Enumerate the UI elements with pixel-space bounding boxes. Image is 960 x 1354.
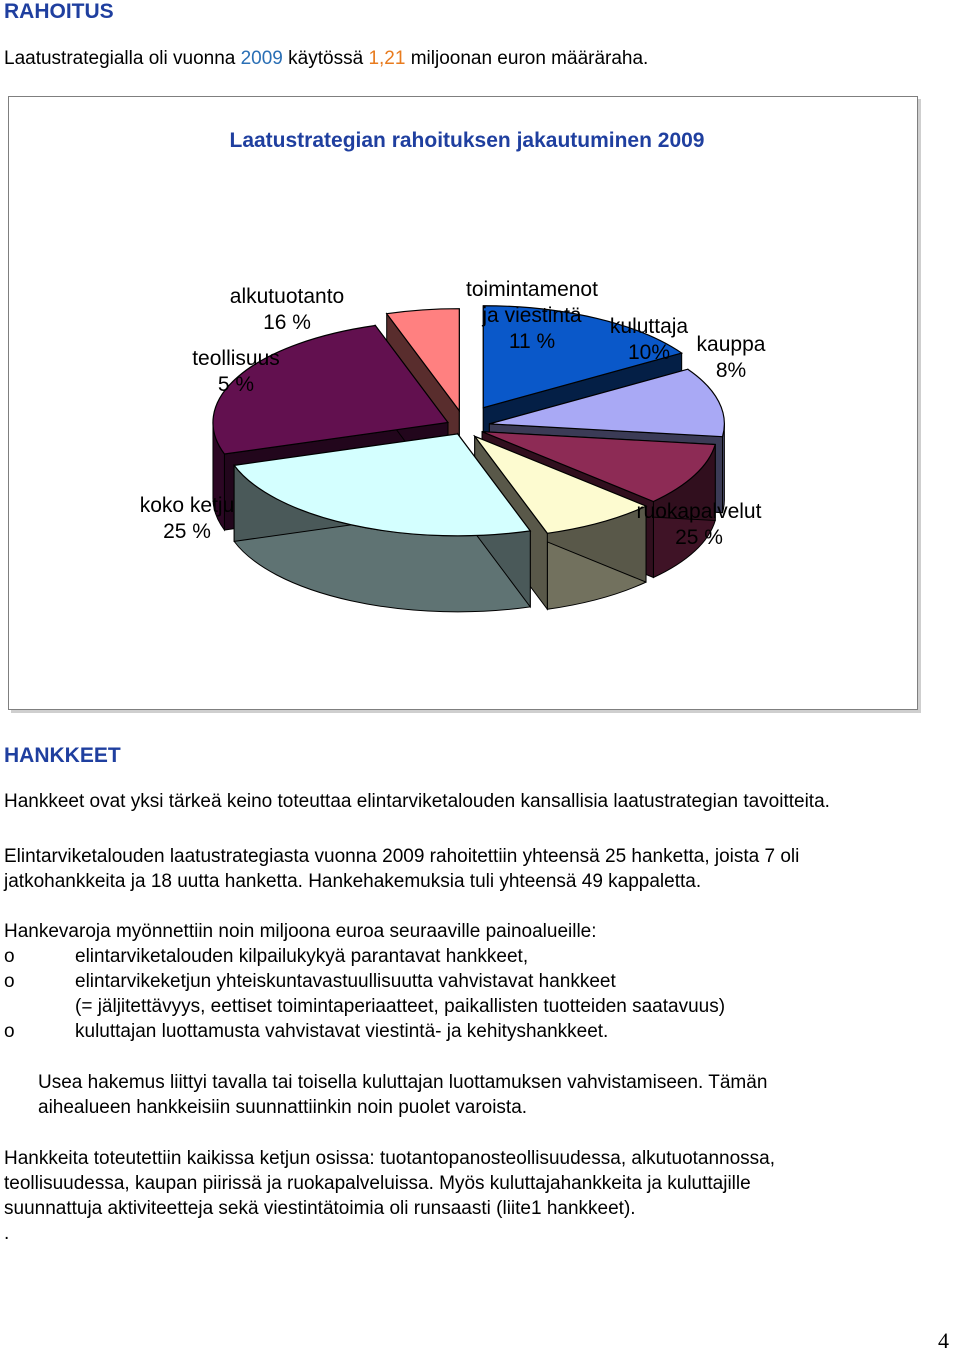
paragraph-5-line-1: Hankkeita toteutettiin kaikissa ketjun osissa: tuotantopanosteollisuudessa, alkutuotannossa, <box>4 1148 776 1169</box>
bullet-marker: o <box>4 946 15 967</box>
paragraph-1: Hankkeet ovat yksi tärkeä keino toteuttaa elintarviketalouden kansallisia laatustrategian tavoitteita. <box>4 791 830 812</box>
pie-label-line: ruokapalvelut <box>636 500 762 523</box>
pie-label-line: teollisuus <box>192 347 280 370</box>
page-number: 4 <box>938 1328 949 1353</box>
rahoitus-intro <box>4 46 648 71</box>
pie-label-line: koko ketju <box>139 494 235 517</box>
bullet-2-line-2: (= jäljitettävyys, eettiset toimintaperiaatteet, paikallisten tuotteiden saatavuus) <box>75 996 726 1017</box>
pie-chart-frame <box>8 96 918 710</box>
paragraph-4-line-2: aihealueen hankkeisiin suunnattiinkin noin puolet varoista. <box>38 1097 528 1118</box>
pie-label-line: 16 % <box>263 311 311 334</box>
bullet-marker: o <box>4 971 15 992</box>
pie-label-line: 5 % <box>217 373 255 396</box>
pie-label-line: kuluttaja <box>609 315 689 338</box>
pie-label-line: ja viestintä <box>482 304 582 327</box>
paragraph-2-line-2: jatkohankkeita ja 18 uutta hanketta. Hankehakemuksia tuli yhteensä 49 kappaletta. <box>4 871 702 892</box>
pie-label-line: 11 % <box>508 330 556 353</box>
intro-text-a: Laatustrategialla oli vuonna <box>4 48 241 69</box>
intro-amount: 1,21 <box>368 48 406 69</box>
pie-chart <box>9 97 917 709</box>
bullet-1: elintarviketalouden kilpailukykyä parantavat hankkeet, <box>75 946 529 967</box>
pie-label-line: 25 % <box>675 526 723 549</box>
pie-slice-label <box>697 333 766 382</box>
pie-label-line: toimintamenot <box>466 278 598 301</box>
bullet-marker: o <box>4 1021 15 1042</box>
bullet-3: kuluttajan luottamusta vahvistavat viestintä- ja kehityshankkeet. <box>75 1021 609 1042</box>
paragraph-4-line-1: Usea hakemus liittyi tavalla tai toisella kuluttajan luottamuksen vahvistamiseen. Tämän <box>38 1072 768 1093</box>
pie-slice-label <box>230 285 344 334</box>
bullet-2-line-1: elintarvikeketjun yhteiskuntavastuullisuutta vahvistavat hankkeet <box>75 971 616 992</box>
paragraph-5-line-2: teollisuudessa, kaupan piirissä ja ruokapalveluissa. Myös kuluttajahankkeita ja kuluttajille <box>4 1173 751 1194</box>
pie-label-line: kauppa <box>696 333 766 356</box>
paragraph-5-dot: . <box>4 1223 10 1244</box>
section-heading-hankkeet: HANKKEET <box>4 744 121 767</box>
chart-title: Laatustrategian rahoituksen jakautuminen 2009 <box>229 129 705 152</box>
pie-label-line: 8% <box>715 359 747 382</box>
paragraph-5-line-3: suunnattuja aktiviteetteja sekä viestintätoimia oli runsaasti (liite1 hankkeet). <box>4 1198 636 1219</box>
section-heading-rahoitus: RAHOITUS <box>4 0 114 23</box>
intro-text-c: miljoonan euron määräraha. <box>405 48 649 69</box>
intro-year: 2009 <box>240 48 283 69</box>
intro-text-b: käytössä <box>282 48 369 69</box>
pie-label-line: 25 % <box>163 520 211 543</box>
pie-label-line: 10% <box>627 341 671 364</box>
pie-label-line: alkutuotanto <box>229 285 345 308</box>
paragraph-3-intro: Hankevaroja myönnettiin noin miljoona euroa seuraaville painoalueille: <box>4 921 597 942</box>
paragraph-2-line-1: Elintarviketalouden laatustrategiasta vuonna 2009 rahoitettiin yhteensä 25 hanketta, joista 7 oli <box>4 846 800 867</box>
